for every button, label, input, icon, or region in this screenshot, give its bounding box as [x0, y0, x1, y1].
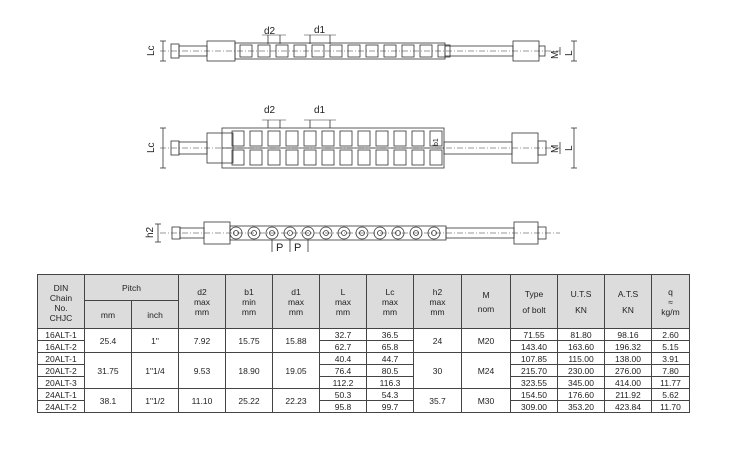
chain-link-cell: [322, 131, 334, 146]
cell-d2: 7.92: [179, 329, 226, 353]
chain-link-cell: [250, 150, 262, 165]
drawing-single-strand: [160, 35, 577, 61]
label-d2-top: d2: [264, 26, 276, 37]
cell-q: 2.60: [652, 329, 690, 341]
cell-pitch-mm: 38.1: [85, 389, 132, 413]
cell-m: M30: [462, 389, 511, 413]
cell-d2: 11.10: [179, 389, 226, 413]
header-lc: Lc max mm: [367, 275, 414, 329]
chain-link-cell: [340, 150, 352, 165]
cell-l: 50.3: [320, 389, 367, 401]
label-h2: h2: [145, 226, 156, 238]
cell-h2: 30: [414, 353, 462, 389]
cell-din: 24ALT-1: [38, 389, 85, 401]
cell-ats: 414.00: [605, 377, 652, 389]
cell-pitch-inch: 1"1/2: [132, 389, 179, 413]
cell-ats: 196.32: [605, 341, 652, 353]
cell-h2: 24: [414, 329, 462, 353]
cell-l: 62.7: [320, 341, 367, 353]
table-row: [38, 329, 690, 341]
cell-type: 215.70: [511, 365, 558, 377]
chain-link-cell: [304, 150, 316, 165]
cell-uts: 115.00: [558, 353, 605, 365]
cell-uts: 345.00: [558, 377, 605, 389]
chain-link-cell: [358, 150, 370, 165]
cell-d1: 19.05: [273, 353, 320, 389]
label-d2-mid: d2: [264, 105, 276, 116]
chain-link-cell: [412, 150, 424, 165]
cell-uts: 163.60: [558, 341, 605, 353]
chain-link-cell: [340, 131, 352, 146]
cell-lc: 80.5: [367, 365, 414, 377]
cell-type: 309.00: [511, 401, 558, 413]
chain-link-cell: [286, 131, 298, 146]
label-d1-top: d1: [314, 25, 326, 36]
cell-q: 5.15: [652, 341, 690, 353]
cell-m: M24: [462, 353, 511, 389]
cell-d1: 15.88: [273, 329, 320, 353]
cell-d2: 9.53: [179, 353, 226, 389]
header-q: q ≈ kg/m: [652, 275, 690, 329]
cell-pitch-mm: 31.75: [85, 353, 132, 389]
cell-pitch-mm: 25.4: [85, 329, 132, 353]
header-l: L max mm: [320, 275, 367, 329]
label-l-mid: L: [564, 145, 575, 151]
cell-uts: 81.80: [558, 329, 605, 341]
cell-l: 40.4: [320, 353, 367, 365]
drawing-side-view: [155, 222, 560, 252]
header-uts: U.T.S KN: [558, 275, 605, 329]
cell-q: 5.62: [652, 389, 690, 401]
header-pitch-mm: mm: [85, 301, 132, 329]
cell-l: 112.2: [320, 377, 367, 389]
cell-type: 154.50: [511, 389, 558, 401]
table-row: [38, 353, 690, 365]
label-b1-mid: b1: [433, 138, 440, 146]
label-p-1: P: [276, 242, 284, 254]
label-d1-mid: d1: [314, 105, 326, 116]
cell-type: 143.40: [511, 341, 558, 353]
cell-q: 3.91: [652, 353, 690, 365]
header-d1: d1 max mm: [273, 275, 320, 329]
drawing-double-strand: [160, 120, 577, 168]
chain-link-cell: [394, 131, 406, 146]
cell-lc: 116.3: [367, 377, 414, 389]
cell-lc: 65.8: [367, 341, 414, 353]
chain-link-cell: [430, 150, 442, 165]
cell-uts: 353.20: [558, 401, 605, 413]
chain-link-cell: [394, 150, 406, 165]
cell-l: 95.8: [320, 401, 367, 413]
cell-din: 20ALT-3: [38, 377, 85, 389]
cell-din: 20ALT-1: [38, 353, 85, 365]
cell-ats: 423.84: [605, 401, 652, 413]
cell-type: 71.55: [511, 329, 558, 341]
header-pitch: Pitch: [85, 275, 179, 301]
header-ats: A.T.S KN: [605, 275, 652, 329]
cell-b1: 15.75: [226, 329, 273, 353]
header-h2: h2 max mm: [414, 275, 462, 329]
chain-link-cell: [232, 131, 244, 146]
cell-type: 107.85: [511, 353, 558, 365]
cell-ats: 211.92: [605, 389, 652, 401]
cell-lc: 36.5: [367, 329, 414, 341]
chain-link-cell: [250, 131, 262, 146]
cell-q: 11.77: [652, 377, 690, 389]
cell-din: 16ALT-1: [38, 329, 85, 341]
chain-link-cell: [286, 150, 298, 165]
chain-link-cell: [268, 150, 280, 165]
cell-uts: 176.60: [558, 389, 605, 401]
cell-l: 76.4: [320, 365, 367, 377]
cell-ats: 138.00: [605, 353, 652, 365]
header-din: DIN Chain No. CHJC: [38, 275, 85, 329]
cell-pitch-inch: 1": [132, 329, 179, 353]
cell-b1: 25.22: [226, 389, 273, 413]
label-lc-mid: Lc: [146, 142, 157, 153]
cell-q: 11.70: [652, 401, 690, 413]
cell-lc: 44.7: [367, 353, 414, 365]
spec-table: [37, 274, 690, 413]
cell-din: 20ALT-2: [38, 365, 85, 377]
cell-type: 323.55: [511, 377, 558, 389]
table-row: [38, 389, 690, 401]
cell-ats: 98.16: [605, 329, 652, 341]
header-m: M nom: [462, 275, 511, 329]
header-b1: b1 min mm: [226, 275, 273, 329]
chain-link-cell: [268, 131, 280, 146]
cell-lc: 54.3: [367, 389, 414, 401]
cell-uts: 230.00: [558, 365, 605, 377]
cell-m: M20: [462, 329, 511, 353]
chain-link-cell: [412, 131, 424, 146]
cell-d1: 22.23: [273, 389, 320, 413]
chain-link-cell: [232, 150, 244, 165]
header-pitch-inch: inch: [132, 301, 179, 329]
cell-lc: 99.7: [367, 401, 414, 413]
header-type-of-bolt: Type of bolt: [511, 275, 558, 329]
cell-q: 7.80: [652, 365, 690, 377]
label-l-top: L: [564, 50, 575, 56]
cell-din: 16ALT-2: [38, 341, 85, 353]
chain-link-cell: [358, 131, 370, 146]
cell-pitch-inch: 1"1/4: [132, 353, 179, 389]
chain-link-cell: [322, 150, 334, 165]
header-d2: d2 max mm: [179, 275, 226, 329]
cell-l: 32.7: [320, 329, 367, 341]
cell-ats: 276.00: [605, 365, 652, 377]
chain-link-cell: [376, 131, 388, 146]
cell-b1: 18.90: [226, 353, 273, 389]
label-lc-top: Lc: [146, 45, 157, 56]
cell-h2: 35.7: [414, 389, 462, 413]
chain-link-cell: [376, 150, 388, 165]
label-p-2: P: [294, 242, 302, 254]
label-m-mid: M: [550, 144, 561, 153]
cell-din: 24ALT-2: [38, 401, 85, 413]
label-m-top: M: [550, 50, 561, 59]
chain-link-cell: [304, 131, 316, 146]
